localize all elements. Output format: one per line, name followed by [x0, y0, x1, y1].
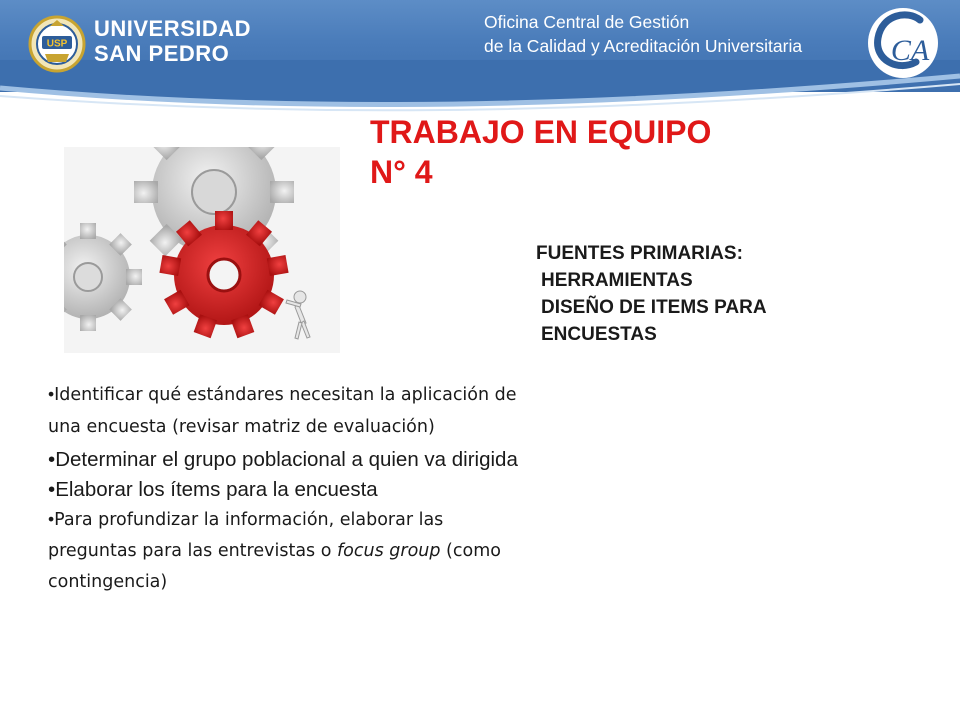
university-seal-logo — [28, 8, 86, 80]
slide-title-line1: TRABAJO EN EQUIPO — [370, 114, 712, 150]
bullet-item-1 — [48, 378, 518, 443]
seal-text: USP — [46, 38, 68, 50]
ca-logo — [864, 6, 942, 80]
office-name-line1: Oficina Central de Gestión — [484, 12, 690, 32]
bullet-item-2 — [48, 445, 518, 474]
subtitle-line2: HERRAMIENTAS — [541, 270, 693, 291]
bullet-dot: • — [48, 448, 56, 471]
bullet-text-4a: Para profundizar la información, elaborar las preguntas para las entrevistas o — [48, 510, 444, 561]
bullet-item-4 — [48, 504, 518, 598]
ca-logo-text: CA — [890, 34, 930, 67]
bullet-dot: • — [48, 509, 55, 529]
subtitle-line4: ENCUESTAS — [541, 324, 657, 345]
subtitle-line3: DISEÑO DE ITEMS PARA — [541, 297, 767, 318]
bullet-list — [48, 378, 518, 598]
university-name — [94, 16, 251, 66]
bullet-item-3 — [48, 475, 518, 504]
office-name-line2: de la Calidad y Acreditación Universitaria — [484, 36, 803, 56]
university-name-line2: SAN PEDRO — [94, 41, 230, 66]
slide-title-line2: N° 4 — [370, 154, 433, 190]
bullet-dot: • — [48, 478, 56, 501]
bullet-text-1: Identificar qué estándares necesitan la aplicación de una encuesta (revisar matriz de evaluación) — [48, 385, 517, 437]
bullet-text-4-italic: focus group — [337, 541, 441, 561]
bullet-text-4b: (como contingencia) — [48, 541, 501, 592]
subtitle-line1: FUENTES PRIMARIAS: — [536, 243, 743, 264]
slide-title — [370, 112, 711, 192]
office-name — [484, 10, 802, 58]
header-wave — [0, 60, 960, 120]
subtitle-block — [536, 240, 767, 348]
gears-illustration — [64, 147, 340, 353]
bullet-text-3: Elaborar los ítems para la encuesta — [55, 478, 378, 501]
bullet-dot: • — [48, 384, 55, 404]
university-name-line1: UNIVERSIDAD — [94, 16, 252, 41]
bullet-text-2: Determinar el grupo poblacional a quien va dirigida — [55, 448, 518, 471]
